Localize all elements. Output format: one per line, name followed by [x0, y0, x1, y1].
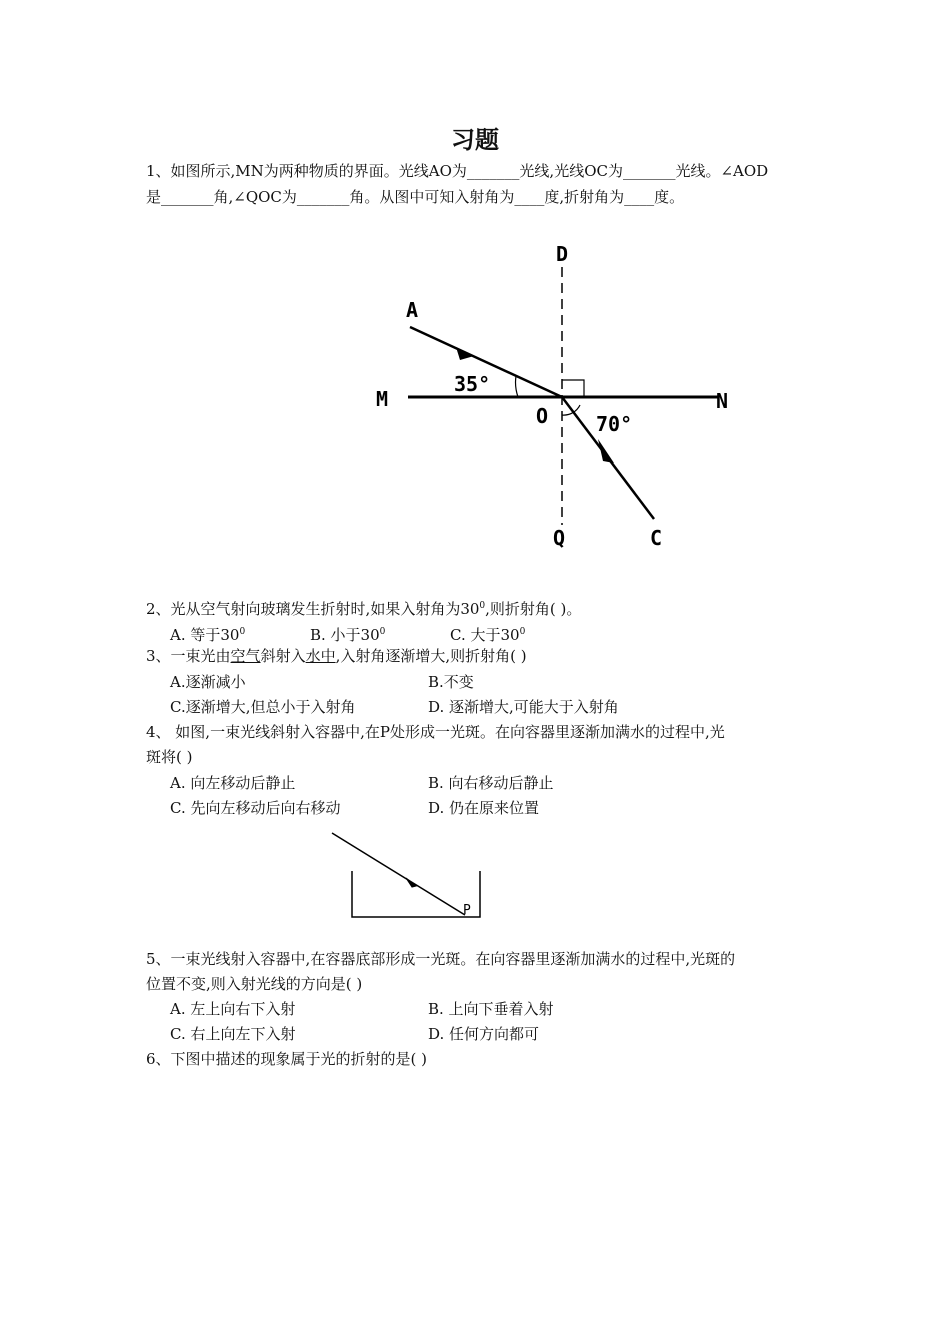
light-ray-arrow	[406, 878, 416, 887]
q6-line1: 6、下图中描述的现象属于光的折射的是( )	[146, 1050, 428, 1068]
q5-option-c: C. 右上向左下入射	[170, 1025, 296, 1043]
container-diagram	[320, 825, 500, 925]
q5-option-a: A. 左上向右下入射	[170, 1000, 296, 1018]
q3-underline-water: 水中	[305, 647, 336, 665]
q4-line1: 4、 如图,一束光线斜射入容器中,在P处形成一光斑。在向容器里逐渐加满水的过程中,光	[146, 723, 725, 741]
label-a: A	[406, 298, 419, 322]
q3-option-d: D. 逐渐增大,可能大于入射角	[428, 698, 619, 716]
q2-option-c: C. 大于$30^0$	[450, 626, 526, 644]
angle-arc-left	[516, 376, 518, 397]
q2-stem-tail: ,则折射角( )。	[485, 600, 582, 618]
q4-line2: 斑将( )	[146, 748, 193, 766]
q5-line2: 位置不变,则入射光线的方向是( )	[146, 975, 363, 993]
angle-label-right: 70°	[596, 412, 633, 436]
right-angle-mark	[562, 380, 584, 397]
q5-option-b: B. 上向下垂着入射	[428, 1000, 554, 1018]
angle-label-left: 35°	[454, 372, 491, 396]
label-q: Q	[553, 526, 566, 550]
label-c: C	[650, 526, 663, 550]
q2-stem	[146, 596, 581, 619]
refracted-arrow	[598, 439, 614, 463]
q1-line1: 1、如图所示,MN为两种物质的界面。光线AO为_______光线,光线OC为_______光线。∠AOD	[146, 162, 769, 180]
q4-option-b: B. 向右移动后静止	[428, 774, 554, 792]
incident-arrow	[456, 347, 474, 360]
q2-option-b: B. 小于$30^0$	[310, 626, 386, 644]
q3-option-b: B.不变	[428, 673, 474, 691]
q1-line2: 是_______角,∠QOC为_______角。从图中可知入射角为____度,折射角为____度。	[146, 188, 685, 206]
container-outline	[352, 871, 480, 917]
q3-stem: 3、一束光由空气斜射入水中,入射角逐渐增大,则折射角( )	[146, 647, 527, 665]
page-title: 习题	[451, 126, 499, 154]
q3-option-c: C.逐渐增大,但总小于入射角	[170, 698, 356, 716]
refraction-diagram	[370, 235, 729, 555]
label-d: D	[556, 242, 569, 266]
q5-option-d: D. 任何方向都可	[428, 1025, 540, 1043]
q2-option-a: A. 等于$30^0$	[170, 626, 246, 644]
q4-option-c: C. 先向左移动后向右移动	[170, 799, 341, 817]
q3-underline-air: 空气	[230, 647, 261, 665]
q3-option-a: A.逐渐减小	[170, 673, 246, 691]
label-p: P	[463, 903, 471, 918]
q4-option-a: A. 向左移动后静止	[170, 774, 296, 792]
q2-stem-text: 2、光从空气射向玻璃发生折射时,如果入射角为30	[146, 600, 480, 618]
label-n: N	[716, 389, 729, 413]
label-m: M	[376, 387, 389, 411]
q5-line1: 5、一束光线射入容器中,在容器底部形成一光斑。在向容器里逐渐加满水的过程中,光斑的	[146, 950, 736, 968]
label-o: O	[536, 404, 549, 428]
q4-option-d: D. 仍在原来位置	[428, 799, 540, 817]
q2-stem-sup: 0	[479, 601, 486, 611]
